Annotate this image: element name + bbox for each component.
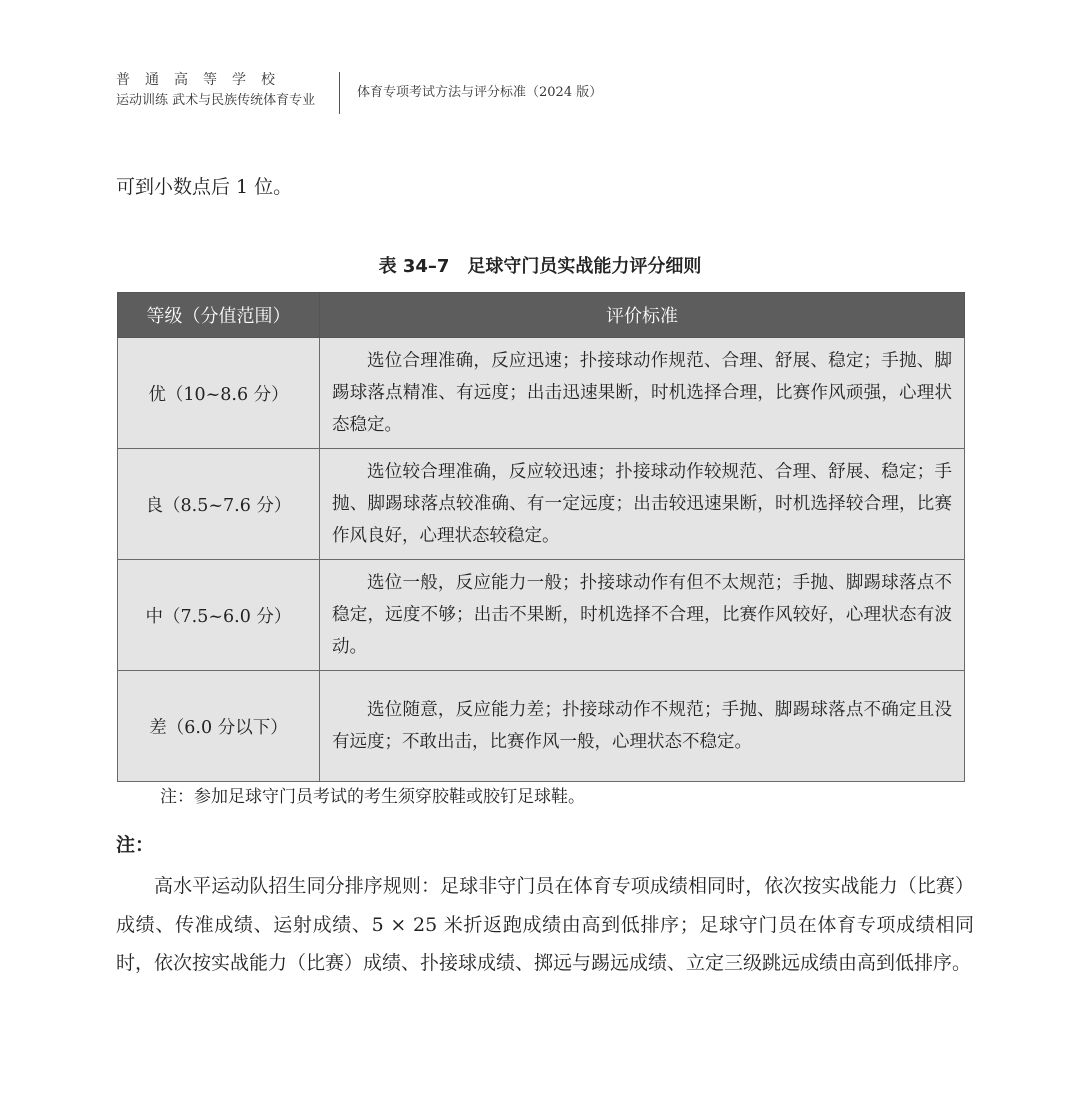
table-title: 表 34–7 足球守门员实战能力评分细则 [378, 256, 702, 277]
running-header [116, 70, 816, 118]
header-major: 运动训练 武术与民族传统体育专业 [116, 93, 316, 108]
grade-cell: 中（7.5~6.0 分） [118, 560, 320, 671]
header-book-title: 体育专项考试方法与评分标准（2024 版） [357, 85, 603, 100]
note-label: 注： [116, 834, 155, 856]
header-divider [339, 72, 340, 114]
table-row [118, 449, 965, 560]
criteria-cell: 选位一般，反应能力一般；扑接球动作有但不太规范；手抛、脚踢球落点不稳定，远度不够；出击不果断，时机选择不合理，比赛作风较好，心理状态有波动。 [320, 560, 965, 671]
grading-table-container [117, 292, 964, 782]
header-school: 普通高等学校 [116, 72, 290, 88]
table-row [118, 671, 965, 782]
grade-cell: 良（8.5~7.6 分） [118, 449, 320, 560]
criteria-cell: 选位合理准确，反应迅速；扑接球动作规范、合理、舒展、稳定；手抛、脚踢球落点精准、有远度；出击迅速果断，时机选择合理，比赛作风顽强，心理状态稳定。 [320, 338, 965, 449]
header-grade: 等级（分值范围） [118, 293, 320, 338]
grading-table [117, 292, 965, 782]
criteria-cell: 选位随意，反应能力差；扑接球动作不规范；手抛、脚踢球落点不确定且没有远度；不敢出击，比赛作风一般，心理状态不稳定。 [320, 671, 965, 782]
table-header-row [118, 293, 965, 338]
table-row [118, 560, 965, 671]
table-row [118, 338, 965, 449]
header-left-block [116, 70, 331, 112]
header-criteria: 评价标准 [320, 293, 965, 338]
intro-text: 可到小数点后 1 位。 [116, 176, 293, 198]
grade-cell: 优（10~8.6 分） [118, 338, 320, 449]
grade-cell: 差（6.0 分以下） [118, 671, 320, 782]
criteria-cell: 选位较合理准确，反应较迅速；扑接球动作较规范、合理、舒展、稳定；手抛、脚踢球落点较准确、有一定远度；出击较迅速果断，时机选择较合理，比赛作风良好，心理状态较稳定。 [320, 449, 965, 560]
note-body: 高水平运动队招生同分排序规则：足球非守门员在体育专项成绩相同时，依次按实战能力（比赛）成绩、传准成绩、运射成绩、5 × 25 米折返跑成绩由高到低排序；足球守门员在体育专项成绩相同时，依次按实战能力（比赛）成绩、扑接球成绩、掷远与踢远成绩、立定三级跳远成绩由高到低排序。 [116, 875, 974, 974]
table-footnote: 注：参加足球守门员考试的考生须穿胶鞋或胶钉足球鞋。 [160, 787, 585, 807]
